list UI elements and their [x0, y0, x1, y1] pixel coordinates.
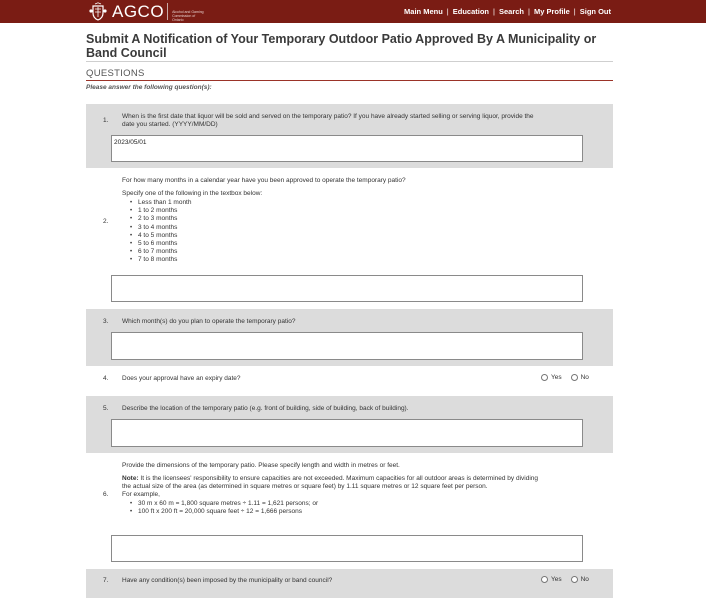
nav-main-menu[interactable]: Main Menu	[404, 7, 443, 16]
date-input[interactable]: 2023/05/01	[111, 135, 583, 162]
list-item: • 30 m x 60 m = 1,800 square metres ÷ 1.11 = 1,621 persons; or	[130, 500, 542, 508]
months-input[interactable]	[111, 275, 583, 302]
no-radio[interactable]	[571, 374, 589, 381]
question-prompt: For how many months in a calendar year have you been approved to operate the temporary patio?	[122, 177, 406, 184]
question-number: 6.	[103, 491, 109, 498]
radio-circle[interactable]	[541, 576, 548, 583]
top-nav	[404, 0, 611, 23]
radio-label: Yes	[551, 576, 562, 583]
ontario-crest-icon	[88, 2, 108, 22]
question-text	[122, 462, 542, 516]
question-text: Which month(s) do you plan to operate the temporary patio?	[122, 318, 296, 325]
question-text: Does your approval have an expiry date?	[122, 375, 241, 382]
question-number: 5.	[103, 405, 109, 412]
list-item: • 1 to 2 months	[130, 207, 542, 215]
patio-dimensions-input[interactable]	[111, 535, 583, 562]
section-divider	[86, 80, 613, 81]
title-divider	[86, 61, 613, 62]
radio-label: No	[580, 576, 589, 583]
nav-separator: |	[528, 7, 530, 16]
list-item: • 4 to 5 months	[130, 232, 542, 240]
question-1	[86, 104, 613, 168]
no-radio[interactable]	[571, 576, 589, 583]
nav-separator: |	[446, 7, 449, 16]
question-text	[122, 177, 542, 265]
question-2	[86, 168, 613, 309]
radio-circle[interactable]	[541, 374, 548, 381]
yes-radio[interactable]	[541, 374, 562, 381]
expiry-radio-group	[541, 374, 598, 381]
list-item: • 3 to 4 months	[130, 224, 542, 232]
conditions-radio-group	[541, 576, 598, 583]
radio-label: No	[580, 374, 589, 381]
question-6	[86, 453, 613, 567]
list-item: • 7 to 8 months	[130, 256, 542, 264]
list-item: • 100 ft x 200 ft = 20,000 square feet ÷ 12 = 1,666 persons	[130, 508, 542, 516]
nav-sign-out[interactable]: Sign Out	[579, 7, 611, 16]
page-title: Submit A Notification of Your Temporary Outdoor Patio Approved By A Municipality or Band Council	[86, 32, 597, 60]
question-subtext: Specify one of the following in the textbox below:	[122, 190, 263, 197]
section-heading: QUESTIONS	[86, 68, 145, 79]
nav-separator: |	[573, 7, 576, 16]
agco-logo[interactable]	[88, 0, 206, 23]
nav-my-profile[interactable]: My Profile	[533, 7, 570, 16]
question-7	[86, 569, 613, 598]
months-options-list	[130, 199, 542, 265]
question-number: 2.	[103, 218, 109, 225]
operating-months-input[interactable]	[111, 332, 583, 360]
logo-subtext: Alcohol and Gaming Commission of Ontario	[172, 10, 204, 22]
radio-circle[interactable]	[571, 374, 578, 381]
question-number: 1.	[103, 117, 109, 124]
nav-search[interactable]: Search	[498, 7, 524, 16]
example-label: For example,	[122, 491, 160, 498]
question-text: When is the first date that liquor will be sold and served on the temporary patio? If you have already started selling or serving liquor, provide the date you started. (YYYY/MM/DD)	[122, 113, 534, 128]
question-3	[86, 309, 613, 366]
yes-radio[interactable]	[541, 576, 562, 583]
note-text: It is the licensees' responsibility to ensure capacities are not exceeded. Maximum capacities for all outdoor areas is determined by dividing the actual size of the area (as determined in square metres or square feet) by 1.11 square metres or 12 square feet per person.	[122, 475, 539, 490]
nav-education[interactable]: Education	[452, 7, 490, 16]
question-number: 3.	[103, 318, 109, 325]
list-item: • 5 to 6 months	[130, 240, 542, 248]
question-text: Describe the location of the temporary patio (e.g. front of building, side of building, back of building).	[122, 405, 409, 412]
list-item: • Less than 1 month	[130, 199, 542, 207]
logo-wordmark: AGCO	[112, 2, 165, 21]
note-label: Note:	[122, 475, 139, 482]
question-number: 7.	[103, 577, 109, 584]
patio-location-input[interactable]	[111, 419, 583, 447]
instructions-text: Please answer the following question(s):	[86, 84, 212, 91]
list-item: • 2 to 3 months	[130, 215, 542, 223]
capacity-note	[122, 475, 542, 491]
nav-separator: |	[493, 7, 495, 16]
top-banner	[0, 0, 706, 23]
list-item: • 6 to 7 months	[130, 248, 542, 256]
question-4	[86, 366, 613, 396]
radio-circle[interactable]	[571, 576, 578, 583]
question-number: 4.	[103, 375, 109, 382]
radio-label: Yes	[551, 374, 562, 381]
question-prompt: Provide the dimensions of the temporary patio. Please specify length and width in metres or feet.	[122, 462, 400, 469]
question-5	[86, 396, 613, 453]
logo-divider	[167, 3, 168, 20]
question-text: Have any condition(s) been imposed by the municipality or band council?	[122, 577, 333, 584]
examples-list	[130, 500, 542, 516]
